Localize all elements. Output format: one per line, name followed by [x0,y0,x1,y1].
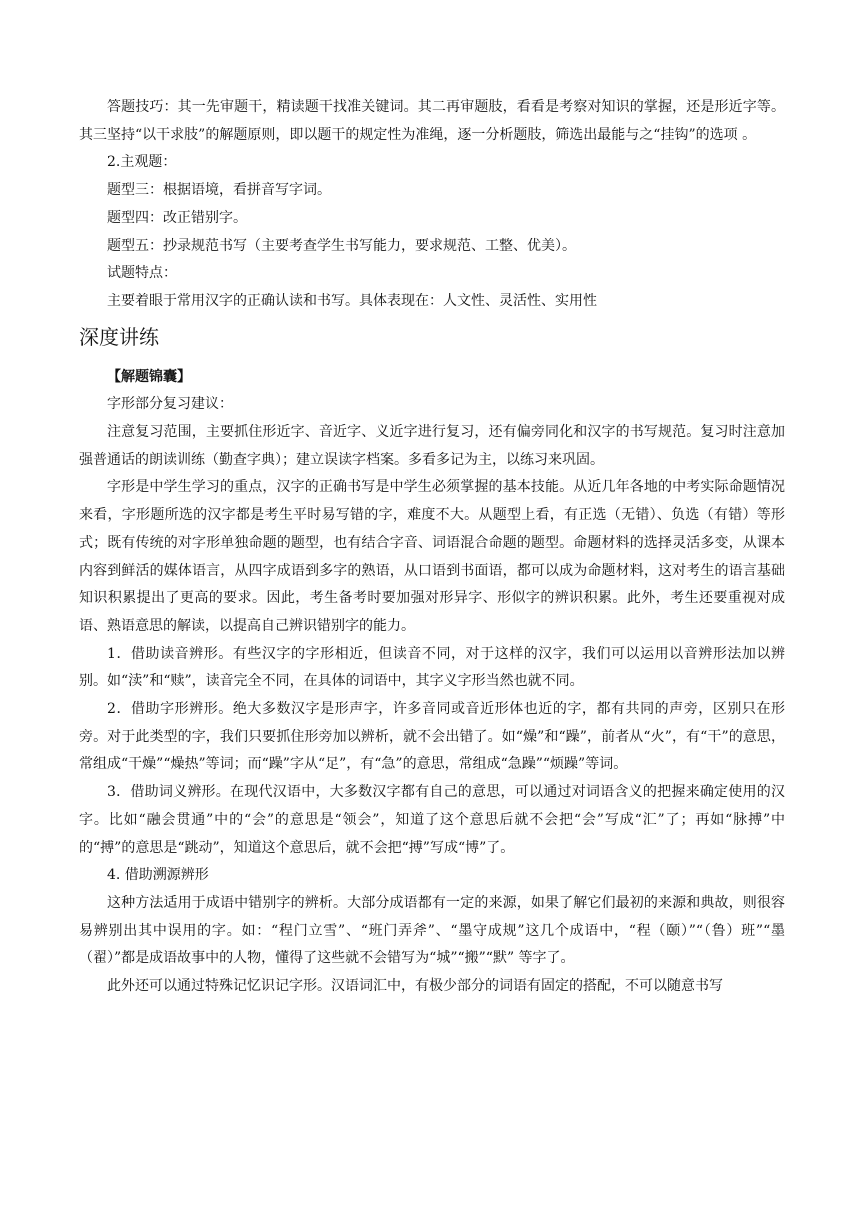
features-paragraph: 主要着眼于常用汉字的正确认读和书写。具体表现在：人文性、灵活性、实用性 [107,292,597,309]
question-type-5: 题型五：抄录规范书写（主要考查学生书写能力，要求规范、工整、优美）。 [107,237,576,254]
question-type-4: 题型四：改正错别字。 [107,209,247,226]
paragraph-special-memory: 此外还可以通过特殊记忆识记字形。汉语词汇中，有极少部分的词语有固定的搭配，不可以随意书写 [107,978,723,995]
answer-tips-paragraph: 答题技巧：其一先审题干，精读题干找准关键词。其二再审题肢，看看是考察对知识的掌握，还是形近字等。其三坚持“以干求肢”的解题原则，即以题干的规定性为准绳，逐一分析题肢，筛选出最能与之“挂钩”的选项 。 [79,99,785,143]
paragraph-glyph-importance: 字形是中学生学习的重点，汉字的正确书写是中学生必须掌握的基本技能。从近几年各地的中考实际命题情况来看，字形题所选的汉字都是考生平时易写错的字，难度不大。从题型上看，有正选（无错）、负选（有错）等形式；既有传统的对字形单独命题的题型，也有结合字音、词语混合命题的题型。命题材料的选择灵活多变，从课本内容到鲜活的媒体语言，从四字成语到多字的熟语，从口语到书面语，都可以成为命题材料，这对考生的语言基础知识积累提出了更高的要求。因此，考生备考时要加强对形异字、形似字的辨识积累。此外，考生还要重视对成语、熟语意思的解读，以提高自己辨识错别字的能力。 [79,479,785,634]
tips-subheading: 【解题锦囊】 [107,368,191,385]
subjective-title: 2.主观题： [107,154,177,171]
section-title: 深度讲练 [79,324,159,349]
review-suggestion-title: 字形部分复习建议： [107,396,233,413]
paragraph-method-pronunciation: 1．借助读音辨形。有些汉字的字形相近，但读音不同，对于这样的汉字，我们可以运用以音辨形法加以辨别。如“渎”和“赎”，读音完全不同，在具体的词语中，其字义字形当然也就不同。 [79,645,785,690]
paragraph-review-scope: 注意复习范围，主要抓住形近字、音近字、义近字进行复习，还有偏旁同化和汉字的书写规范。复习时注意加强普通话的朗读训练（勤查字典）；建立误读字档案。多看多记为主，以练习来巩固。 [79,424,785,468]
method-origin-title: 4. 借助溯源辨形 [107,867,209,884]
paragraph-method-origin: 这种方法适用于成语中错别字的辨析。大部分成语都有一定的来源，如果了解它们最初的来源和典故，则很容易辨别出其中误用的字。如：“程门立雪”、“班门弄斧”、“墨守成规”这几个成语中，“程（颐）”“（鲁）班”“墨（翟）”都是成语故事中的人物，懂得了这些就不会错写为“城”“搬”“默” 等字了。 [79,894,785,967]
paragraph-method-radical: 2．借助字形辨形。绝大多数汉字是形声字，许多音同或音近形体也近的字，都有共同的声旁，区别只在形旁。对于此类型的字，我们只要抓住形旁加以辨析，就不会出错了。如“燥”和“躁”，前者从“火”，有“干”的意思，常组成“干燥”“燥热”等词；而“躁”字从“足”，有“急”的意思，常组成“急躁”“烦躁”等词。 [79,701,785,773]
question-type-3: 题型三：根据语境，看拼音写字词。 [107,182,331,199]
paragraph-method-meaning: 3．借助词义辨形。在现代汉语中，大多数汉字都有自己的意思，可以通过对词语含义的把握来确定使用的汉字。比如“融会贯通”中的“会”的意思是“领会”，知道了这个意思后就不会把“会”写成“汇”了；再如“脉搏”中的“搏”的意思是“跳动”，知道这个意思后，就不会把“搏”写成“博”了。 [79,784,785,856]
features-title: 试题特点： [107,265,177,282]
document-page [79,94,785,1001]
